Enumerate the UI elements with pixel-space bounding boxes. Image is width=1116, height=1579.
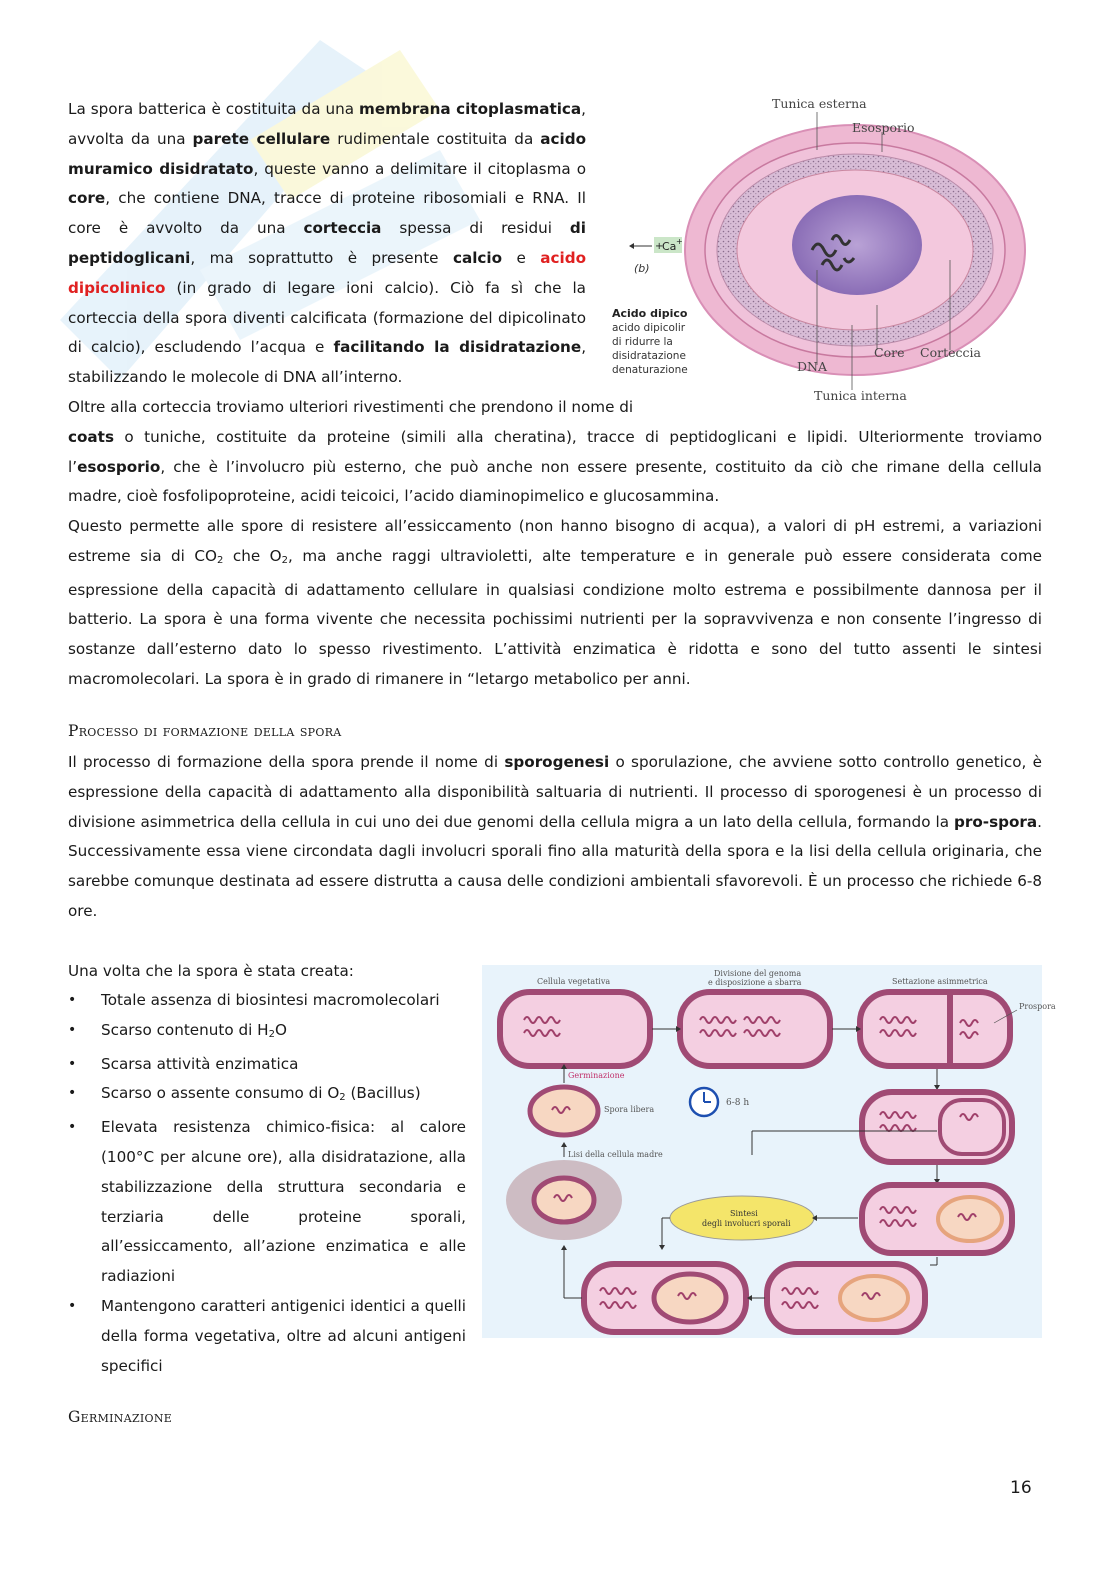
label-cellula-vegetativa: Cellula vegetativa — [537, 977, 611, 986]
label-prospora: Prospora — [1019, 1002, 1056, 1011]
caption-line: denaturazione — [612, 364, 688, 376]
sporulation-cycle-figure — [482, 965, 1056, 1338]
list-item: • Scarso o assente consumo di $O_2$ (Bacillus) — [68, 1079, 466, 1113]
label-lisi: Lisi della cellula madre — [568, 1150, 663, 1159]
label-esosporio: Esosporio — [852, 120, 915, 135]
label-time: 6-8 h — [726, 1098, 750, 1108]
panel-label-b: (b) — [634, 262, 650, 275]
page-number: 16 — [1010, 1478, 1032, 1498]
ca-sup: + — [676, 237, 683, 246]
label-core: Core — [874, 345, 905, 360]
list-item: • Elevata resistenza chimico-fisica: al calore (100°C per alcune ore), alla disidratazione, alla stabilizzazione della struttura secondaria e terziaria delle proteine sporali, all’essiccamento, all’azione enzimatica e alle radiazioni — [68, 1113, 466, 1292]
label-divisione: Divisione del genoma — [714, 969, 802, 978]
caption-line: disidratazione — [612, 350, 686, 362]
label-germinazione: Germinazione — [568, 1071, 625, 1080]
label-ca: Ca — [662, 240, 677, 253]
spore-properties-list — [68, 986, 466, 1381]
cell-asymmetric-septation — [860, 992, 1010, 1066]
label-settazione: Settazione asimmetrica — [892, 977, 988, 986]
intro-paragraph: La spora batterica è costituita da una membrana citoplasmatica, avvolta da una parete cellulare rudimentale costituita da acido muramico disidratato, queste vanno a delimitare il citoplasma o core, che contiene DNA, tracce di proteine ribosomiali e RNA. Il core è avvolto da una corteccia spessa di residui di peptidoglicani, ma soprattutto è presente calcio e acido dipicolinico (in grado di legare ioni calcio). Ciò fa sì che la corteccia della spora diventi calcificata (formazione del dipicolinato di calcio), escludendo l’acqua e facilitando la disidratazione, stabilizzando le molecole di DNA all’interno. — [68, 100, 587, 387]
cell-vegetative — [500, 992, 650, 1066]
cell-genome-division — [680, 992, 830, 1066]
sporogenesis-paragraph: Il processo di formazione della spora prende il nome di sporogenesi o sporulazione, che avviene sotto controllo genetico, è espressione della capacità di adattamento alla disponibilità saltuaria di nutrienti. Il processo di sporogenesi è un processo di divisione asimmetrica della cellula in cui uno dei due genomi della cellula migra a un lato della cellula, formando la pro-spora. Successivamente essa viene circondata dagli involucri sporali fino alla maturità della spora e la lisi della cellula originaria, che sarebbe comunque destinata ad essere distrutta a causa delle condizioni ambientali sfavorevoli. È un processo che richiede 6-8 ore. — [68, 753, 1042, 920]
label-tunica-esterna: Tunica esterna — [772, 96, 867, 111]
list-item: • Mantengono caratteri antigenici identici a quelli della forma vegetativa, oltre ad alcuni antigeni specifici — [68, 1292, 466, 1381]
core-shape — [792, 195, 922, 295]
label-spora-libera: Spora libera — [604, 1105, 655, 1114]
label-sintesi-2: degli involucri sporali — [702, 1219, 791, 1228]
list-intro: Una volta che la spora è stata creata: — [68, 962, 354, 980]
section-heading: Processo di formazione della spora — [68, 722, 342, 740]
coats-paragraph: Oltre alla corteccia troviamo ulteriori rivestimenti che prendono il nome di coats o tuniche, costituite da proteine (simili alla cheratina), tracce di peptidoglicani e lipidi. Ulteriormente troviamo l’esosporio, che è l’involucro più esterno, che può anche non essere presente, costituito da ciò che rimane della cellula madre, cioè fosfolipoproteine, acidi teicoici, l’acido diaminopimelico e glucosammina. — [68, 398, 1042, 506]
label-dna: DNA — [797, 359, 827, 374]
spore-structure-figure — [612, 90, 1052, 410]
ca-plus: + — [655, 241, 664, 252]
list-item: • Scarso contenuto di $H_2O$ — [68, 1016, 466, 1050]
label-sintesi: Sintesi — [730, 1209, 758, 1218]
label-corteccia: Corteccia — [920, 345, 981, 360]
caption-title: Acido dipico — [612, 307, 688, 320]
caption-line: acido dipicolir — [612, 322, 686, 334]
label-tunica-interna: Tunica interna — [814, 388, 907, 403]
germination-heading: Germinazione — [68, 1408, 173, 1426]
synthesis-bubble — [670, 1196, 814, 1240]
resistance-paragraph: Questo permette alle spore di resistere all’essiccamento (non hanno bisogno di acqua), a valori di pH estremi, a variazioni estreme sia di $CO_2$ che $O_2$, ma anche raggi ultravioletti, alte temperature e in generale può essere considerata come espressione della capacità di adattamento cellulare in qualsiasi condizione molto estrema e possibilmente dannosa per il batterio. La spora è una forma vivente che necessita pochissimi nutrienti per la sopravvivenza e non consente l’ingresso di sostanze dall’esterno dato lo spesso rivestimento. L’attività enzimatica è ridotta e sono del tutto assenti le sintesi macromolecolari. La spora è in grado di rimanere in “letargo metabolico per anni. — [68, 517, 1042, 688]
list-item: • Totale assenza di biosintesi macromolecolari — [68, 986, 466, 1016]
list-item: • Scarsa attività enzimatica — [68, 1050, 466, 1080]
label-divisione-2: e disposizione a sbarra — [708, 978, 802, 987]
caption-line: di ridurre la — [612, 336, 673, 348]
